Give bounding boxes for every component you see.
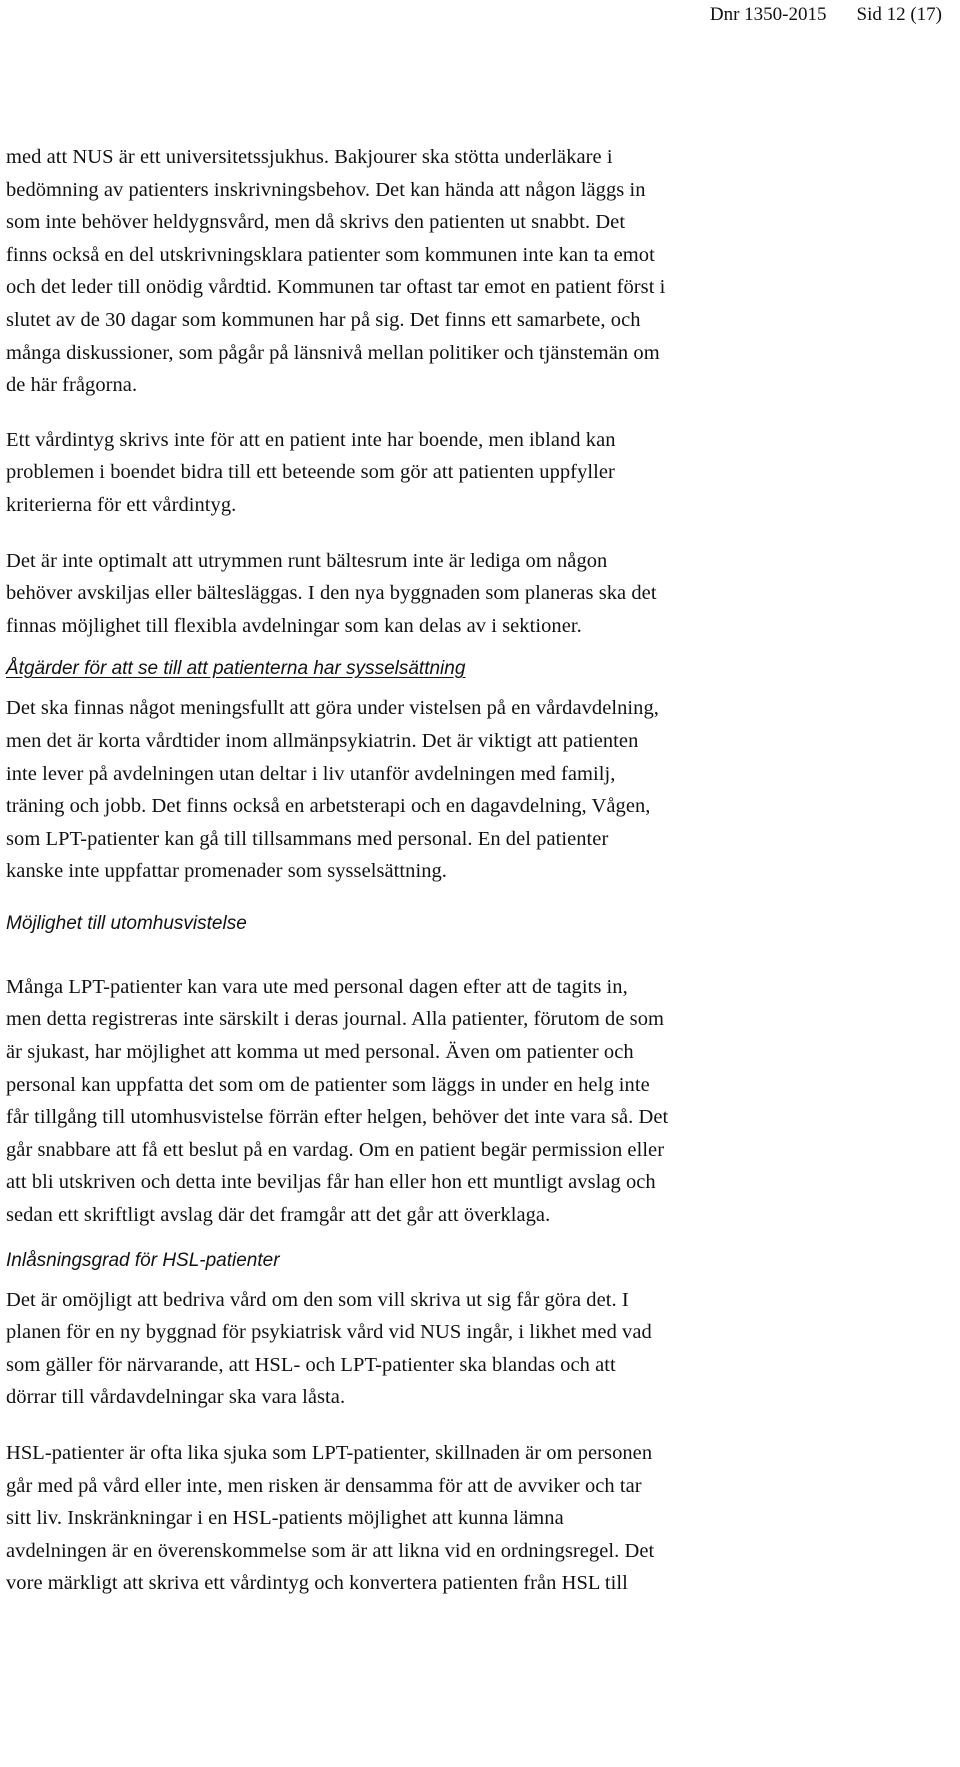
text-line: som LPT-patienter kan gå till tillsammans med personal. En del patienter — [6, 827, 609, 850]
paragraph — [6, 1284, 946, 1414]
text-line: Ett vårdintyg skrivs inte för att en patient inte har boende, men ibland kan — [6, 428, 616, 451]
paragraph — [6, 692, 946, 888]
document-number: Dnr 1350-2015 — [709, 4, 827, 25]
section-heading: Åtgärder för att se till att patienterna har sysselsättning — [6, 658, 466, 680]
paragraph — [6, 141, 946, 402]
page-header — [710, 2, 942, 28]
text-line: avdelningen är en överenskommelse som är att likna vid en ordningsregel. Det — [6, 1539, 655, 1562]
text-line: Många LPT-patienter kan vara ute med personal dagen efter att de tagits in, — [6, 975, 628, 998]
text-line: slutet av de 30 dagar som kommunen har på sig. Det finns ett samarbete, och — [6, 308, 641, 331]
text-line: men det är korta vårdtider inom allmänpsykiatrin. Det är viktigt att patienten — [6, 729, 639, 752]
text-line: Det är inte optimalt att utrymmen runt bältesrum inte är lediga om någon — [6, 549, 608, 572]
page-number: Sid 12 (17) — [856, 4, 942, 25]
text-line: att bli utskriven och detta inte beviljas får han eller hon ett muntligt avslag och — [6, 1171, 656, 1194]
text-line: går snabbare att få ett beslut på en vardag. Om en patient begär permission eller — [6, 1138, 665, 1161]
text-line: får tillgång till utomhusvistelse förrän efter helgen, behöver det inte vara så. Det — [6, 1106, 669, 1129]
section-heading: Inlåsningsgrad för HSL-patienter — [6, 1249, 280, 1271]
text-line: går med på vård eller inte, men risken är densamma för att de avviker och tar — [6, 1474, 642, 1497]
text-line: sedan ett skriftligt avslag där det framgår att det går att överklaga. — [6, 1204, 551, 1227]
text-line: finnas möjlighet till flexibla avdelningar som kan delas av i sektioner. — [6, 614, 582, 637]
paragraph — [6, 545, 946, 643]
text-line: sitt liv. Inskränkningar i en HSL-patients möjlighet att kunna lämna — [6, 1507, 564, 1530]
text-line: vore märkligt att skriva ett vårdintyg och konvertera patienten från HSL till — [6, 1572, 628, 1595]
text-line: personal kan uppfatta det som om de patienter som läggs in under en helg inte — [6, 1073, 650, 1096]
text-line: med att NUS är ett universitetssjukhus. Bakjourer ska stötta underläkare i — [6, 146, 613, 168]
text-line: behöver avskiljas eller bältesläggas. I den nya byggnaden som planeras ska det — [6, 582, 657, 605]
paragraph — [6, 424, 946, 522]
text-line: dörrar till vårdavdelningar ska vara låsta. — [6, 1386, 346, 1409]
text-line: Det ska finnas något meningsfullt att göra under vistelsen på en vårdavdelning, — [6, 697, 659, 720]
text-line: finns också en del utskrivningsklara patienter som kommunen inte kan ta emot — [6, 243, 655, 266]
text-line: de här frågorna. — [6, 374, 138, 397]
text-line: men detta registreras inte särskilt i deras journal. Alla patienter, förutom de som — [6, 1008, 664, 1031]
text-line: som gäller för närvarande, att HSL- och LPT-patienter ska blandas och att — [6, 1353, 616, 1376]
text-line: som inte behöver heldygnsvård, men då skrivs den patienten ut snabbt. Det — [6, 211, 626, 234]
paragraph — [6, 1437, 946, 1600]
text-line: är sjukast, har möjlighet att komma ut med personal. Även om patienter och — [6, 1041, 634, 1064]
text-line: kanske inte uppfattar promenader som sysselsättning. — [6, 860, 447, 883]
text-line: Det är omöjligt att bedriva vård om den som vill skriva ut sig får göra det. I — [6, 1288, 629, 1311]
text-line: inte lever på avdelningen utan deltar i liv utanför avdelningen med familj, — [6, 762, 616, 785]
text-line: och det leder till onödig vårdtid. Kommunen tar oftast tar emot en patient först i — [6, 276, 666, 299]
paragraph — [6, 971, 946, 1232]
text-line: många diskussioner, som pågår på länsnivå mellan politiker och tjänstemän om — [6, 341, 660, 364]
document-body — [6, 141, 946, 1600]
text-line: bedömning av patienters inskrivningsbehov. Det kan hända att någon läggs in — [6, 178, 646, 201]
section-heading: Möjlighet till utomhusvistelse — [6, 912, 247, 934]
text-line: kriterierna för ett vårdintyg. — [6, 493, 237, 516]
text-line: HSL-patienter är ofta lika sjuka som LPT-patienter, skillnaden är om personen — [6, 1442, 653, 1464]
text-line: planen för en ny byggnad för psykiatrisk vård vid NUS ingår, i likhet med vad — [6, 1321, 652, 1344]
text-line: träning och jobb. Det finns också en arbetsterapi och en dagavdelning, Vågen, — [6, 795, 651, 818]
text-line: problemen i boendet bidra till ett beteende som gör att patienten uppfyller — [6, 461, 615, 484]
